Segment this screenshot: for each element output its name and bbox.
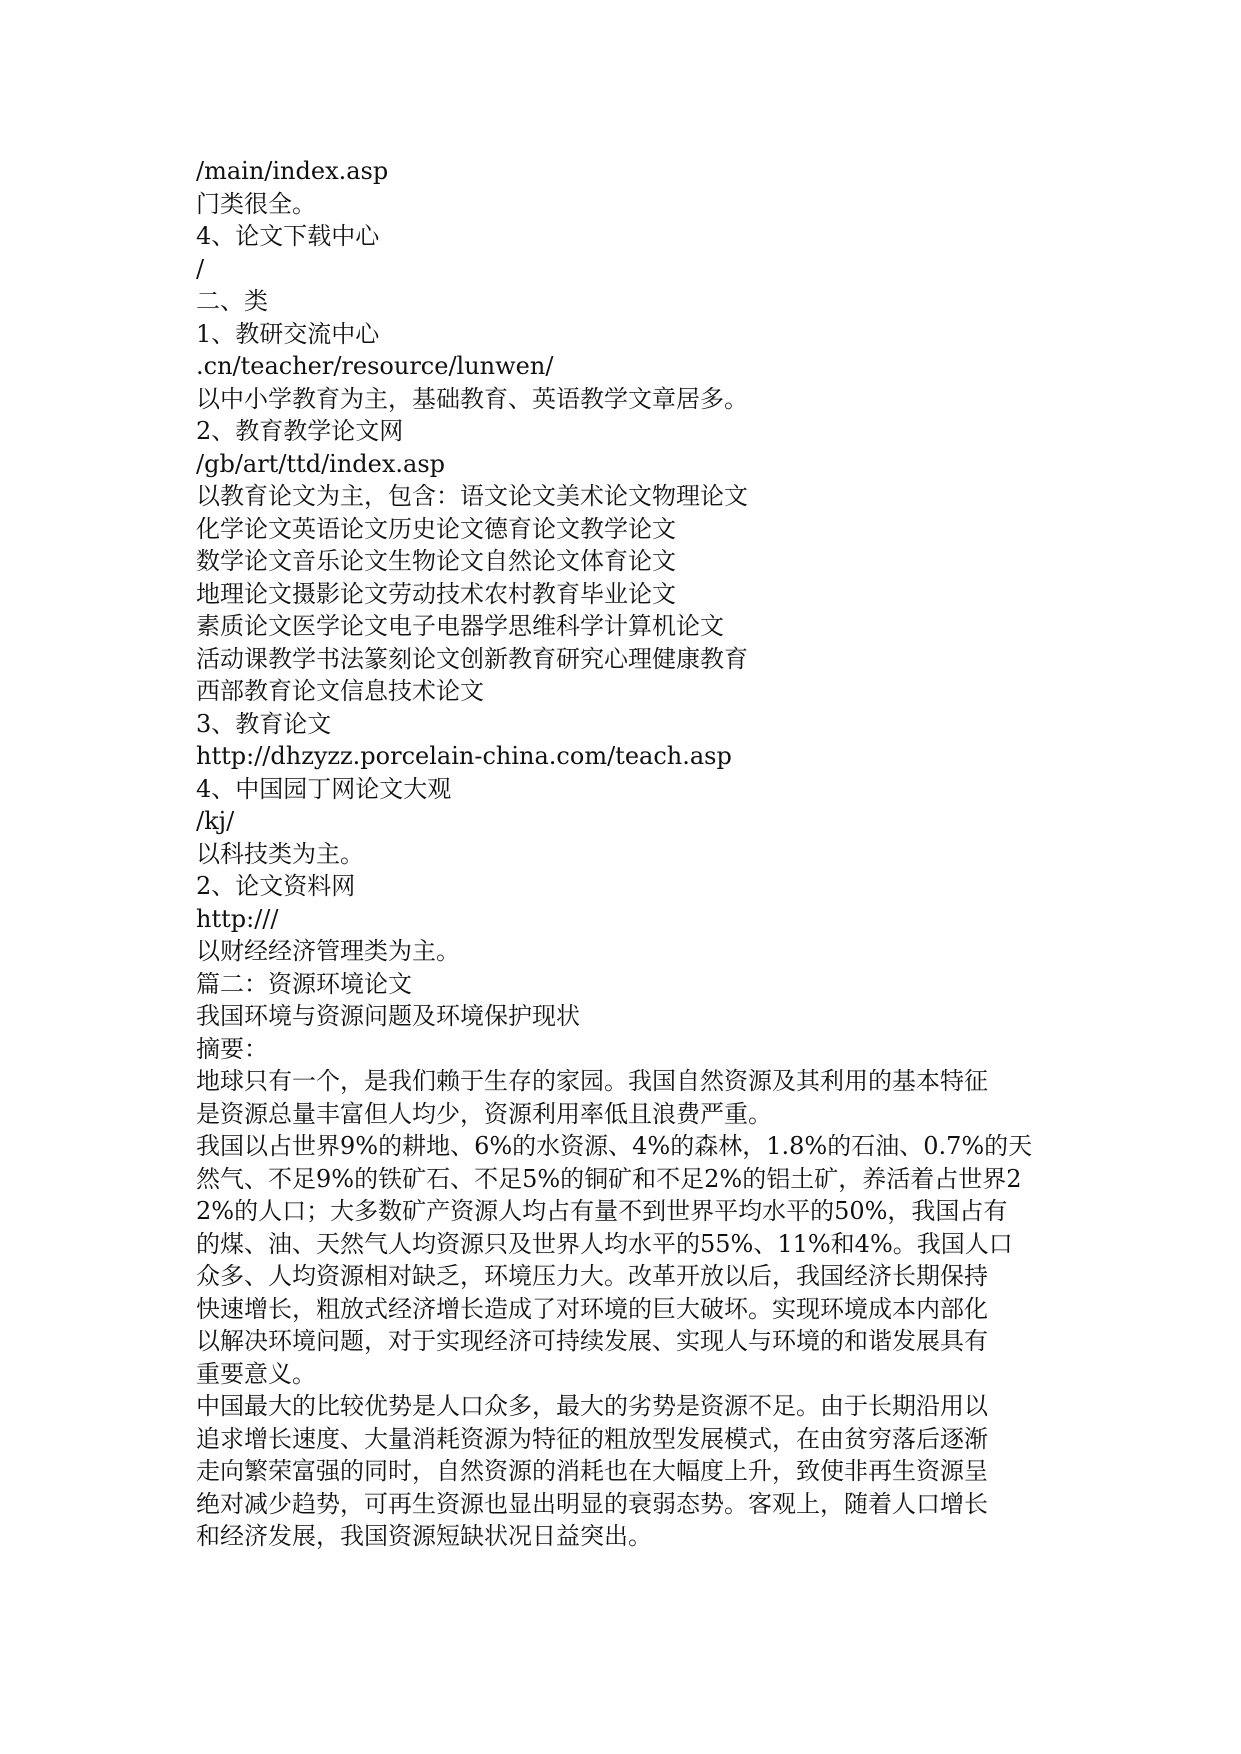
text-line: 活动课教学书法篆刻论文创新教育研究心理健康教育 bbox=[196, 644, 748, 673]
text-line: 4、论文下载中心 bbox=[196, 222, 380, 250]
text-line: 以中小学教育为主，基础教育、英语教学文章居多。 bbox=[196, 384, 748, 413]
text-line: 2、教育教学论文网 bbox=[196, 417, 404, 445]
text-line: 地球只有一个，是我们赖于生存的家园。我国自然资源及其利用的基本特征 bbox=[196, 1067, 988, 1095]
text-line: 2%的人口；大多数矿产资源人均占有量不到世界平均水平的50%，我国占有 bbox=[196, 1197, 1008, 1225]
section-heading: 篇二：资源环境论文 bbox=[196, 969, 412, 998]
text-line: 我国以占世界9%的耕地、6%的水资源、4%的森林，1.8%的石油、0.7%的天 bbox=[196, 1132, 1033, 1160]
text-line: 2、论文资料网 bbox=[196, 872, 356, 900]
text-line: http:/// bbox=[196, 904, 279, 933]
text-line: 走向繁荣富强的同时，自然资源的消耗也在大幅度上升，致使非再生资源呈 bbox=[196, 1457, 988, 1485]
text-line: 素质论文医学论文电子电器学思维科学计算机论文 bbox=[196, 612, 724, 640]
text-line: 数学论文音乐论文生物论文自然论文体育论文 bbox=[196, 547, 676, 575]
text-line: 门类很全。 bbox=[196, 189, 316, 218]
abstract-label: 摘要： bbox=[196, 1034, 268, 1063]
text-line: 以教育论文为主，包含：语文论文美术论文物理论文 bbox=[196, 482, 748, 510]
text-line: 3、教育论文 bbox=[196, 709, 332, 738]
text-line: 追求增长速度、大量消耗资源为特征的粗放型发展模式，在由贫穷落后逐渐 bbox=[196, 1424, 988, 1453]
section-heading: 二、类 bbox=[196, 287, 268, 315]
document-body bbox=[196, 155, 1036, 1553]
text-line: 众多、人均资源相对缺乏，环境压力大。改革开放以后，我国经济长期保持 bbox=[196, 1262, 988, 1290]
text-line: http://dhzyzz.porcelain-china.com/teach.asp bbox=[196, 742, 732, 770]
text-line: 快速增长，粗放式经济增长造成了对环境的巨大破坏。实现环境成本内部化 bbox=[196, 1294, 988, 1323]
text-line: .cn/teacher/resource/lunwen/ bbox=[196, 352, 554, 380]
text-line: 中国最大的比较优势是人口众多，最大的劣势是资源不足。由于长期沿用以 bbox=[196, 1392, 988, 1420]
text-line: 重要意义。 bbox=[196, 1359, 316, 1388]
text-line: 和经济发展，我国资源短缺状况日益突出。 bbox=[196, 1522, 652, 1550]
text-line: 1、教研交流中心 bbox=[196, 319, 380, 348]
article-title: 我国环境与资源问题及环境保护现状 bbox=[196, 1002, 580, 1030]
text-line: 绝对减少趋势，可再生资源也显出明显的衰弱态势。客观上，随着人口增长 bbox=[196, 1489, 988, 1518]
text-line: 地理论文摄影论文劳动技术农村教育毕业论文 bbox=[196, 579, 676, 608]
text-line: 以科技类为主。 bbox=[196, 839, 364, 868]
text-line: 是资源总量丰富但人均少，资源利用率低且浪费严重。 bbox=[196, 1099, 772, 1128]
text-line: 西部教育论文信息技术论文 bbox=[196, 677, 484, 705]
text-line: /gb/art/ttd/index.asp bbox=[196, 449, 445, 478]
text-line: / bbox=[196, 254, 205, 283]
text-line: /kj/ bbox=[196, 807, 235, 835]
text-line: 的煤、油、天然气人均资源只及世界人均水平的55%、11%和4%。我国人口 bbox=[196, 1229, 1013, 1258]
text-line: 以财经经济管理类为主。 bbox=[196, 937, 460, 965]
text-line: 化学论文英语论文历史论文德育论文教学论文 bbox=[196, 514, 676, 543]
text-line: /main/index.asp bbox=[196, 157, 389, 185]
text-line: 以解决环境问题，对于实现经济可持续发展、实现人与环境的和谐发展具有 bbox=[196, 1327, 988, 1355]
text-line: 然气、不足9%的铁矿石、不足5%的铜矿和不足2%的铝土矿，养活着占世界2 bbox=[196, 1164, 1022, 1193]
text-line: 4、中国园丁网论文大观 bbox=[196, 774, 452, 803]
